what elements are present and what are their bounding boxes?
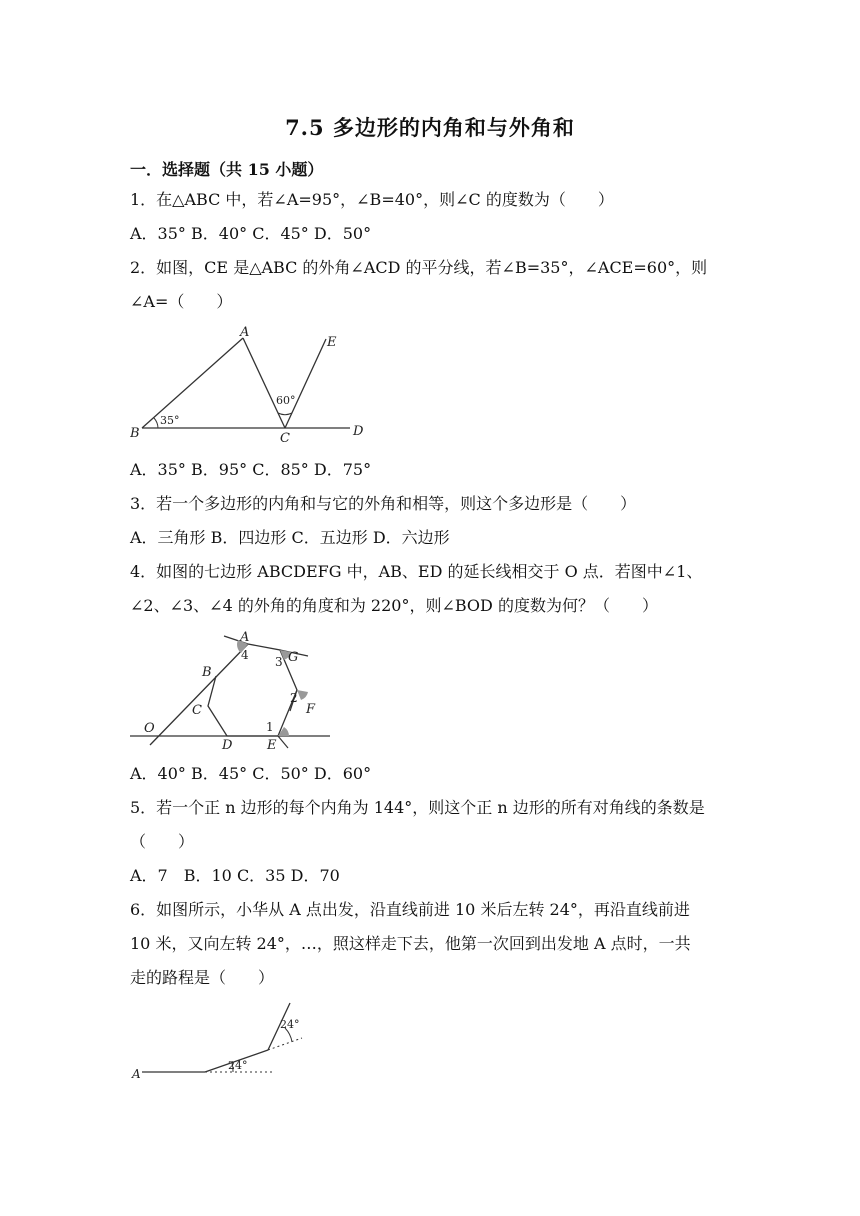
angle-b-arc	[154, 418, 158, 428]
question-6-text-line3: 走的路程是（ ）	[130, 968, 275, 987]
segment-ba	[142, 338, 243, 428]
angle-1-label: 1	[266, 720, 274, 734]
question-2-text-line1: 2．如图，CE 是△ABC 的外角∠ACD 的平分线，若∠B=35°，∠ACE=60°，则	[130, 258, 708, 277]
extension-e	[278, 736, 288, 748]
question-6-text-line2: 10 米，又向左转 24°，…，照这样走下去，他第一次回到出发地 A 点时，一共	[130, 934, 691, 953]
question-3-options: A．三角形 B．四边形 C．五边形 D．六边形	[130, 528, 450, 547]
label-d: D	[353, 424, 364, 439]
label-e: E	[327, 335, 337, 350]
angle-3-label: 3	[275, 655, 283, 669]
question-5-text-line2: （ ）	[130, 832, 195, 851]
label-a: A	[132, 1067, 141, 1080]
angle-ace-label: 60°	[276, 394, 296, 407]
label-c: C	[192, 703, 202, 718]
angle-label-1: 24°	[228, 1059, 248, 1072]
figure-heptagon	[130, 628, 340, 753]
question-5-options: A．7 B．10 C．35 D．70	[130, 866, 340, 885]
angle-b-label: 35°	[160, 414, 180, 427]
angle-4-label: 4	[241, 648, 249, 662]
label-a: A	[240, 325, 250, 340]
label-b: B	[202, 665, 212, 680]
line-oa	[150, 644, 248, 745]
ray-ce	[285, 339, 326, 428]
question-2-options: A．35° B．95° C．85° D．75°	[130, 460, 372, 479]
question-6-text-line1: 6．如图所示，小华从 A 点出发，沿直线前进 10 米后左转 24°，再沿直线前进	[130, 900, 690, 919]
question-1-options: A．35° B．40° C．45° D．50°	[130, 224, 372, 243]
label-c: C	[280, 431, 290, 445]
label-b: B	[130, 426, 140, 441]
angle-2-label: 2	[290, 691, 298, 705]
section-heading: 一．选择题（共 15 小题）	[130, 160, 324, 179]
question-4-text-line2: ∠2、∠3、∠4 的外角的角度和为 220°，则∠BOD 的度数为何？（ ）	[130, 596, 658, 615]
question-4-text-line1: 4．如图的七边形 ABCDEFG 中，AB、ED 的延长线相交于 O 点．若图中∠1、	[130, 562, 703, 581]
label-f: F	[306, 702, 316, 717]
label-e: E	[267, 738, 277, 753]
angle-label-2: 24°	[280, 1018, 300, 1031]
figure-triangle-exterior-angle	[130, 325, 380, 445]
question-2-text-line2: ∠A=（ ）	[130, 292, 233, 311]
label-o: O	[144, 721, 155, 736]
question-5-text-line1: 5．若一个正 n 边形的每个内角为 144°，则这个正 n 边形的所有对角线的条数是	[130, 798, 705, 817]
angle-ace-arc	[278, 413, 292, 415]
label-a: A	[240, 630, 250, 645]
label-g: G	[288, 650, 299, 665]
label-d: D	[222, 738, 233, 753]
question-1-text: 1．在△ABC 中，若∠A=95°，∠B=40°，则∠C 的度数为（ ）	[130, 190, 614, 209]
question-4-options: A．40° B．45° C．50° D．60°	[130, 764, 372, 783]
figure-walking-path	[130, 998, 310, 1080]
document-title: 7.5 多边形的内角和与外角和	[285, 115, 575, 140]
segment-ac	[243, 338, 285, 428]
angle-2-wedge	[297, 690, 308, 700]
question-3-text: 3．若一个多边形的内角和与它的外角和相等，则这个多边形是（ ）	[130, 494, 637, 513]
